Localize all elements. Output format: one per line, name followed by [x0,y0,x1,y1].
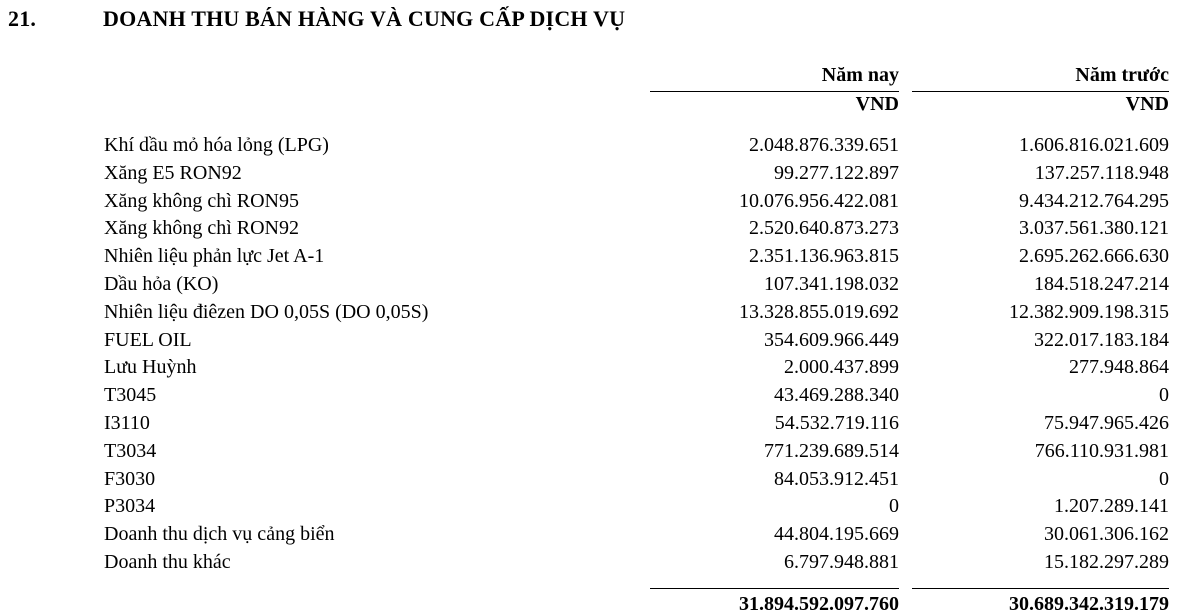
total-rule-current [650,588,899,589]
table-row [0,549,1200,577]
row-value-current: 2.351.136.963.815 [749,245,899,268]
row-value-current: 43.469.288.340 [774,384,899,407]
column-currency-previous: VND [1125,93,1169,115]
row-label: Xăng E5 RON92 [104,161,242,184]
table-row [0,271,1200,299]
table-row [0,188,1200,216]
row-value-current: 2.048.876.339.651 [749,134,899,156]
table-row [0,466,1200,494]
row-value-current: 99.277.122.897 [774,161,899,184]
revenue-table [0,132,1200,577]
row-value-current: 13.328.855.019.692 [739,300,899,323]
row-value-previous: 137.257.118.948 [1034,161,1169,184]
row-value-previous: 1.606.816.021.609 [1019,134,1169,156]
row-value-previous: 9.434.212.764.295 [1019,189,1169,212]
section-title: DOANH THU BÁN HÀNG VÀ CUNG CẤP DỊCH VỤ [103,6,626,31]
table-row [0,327,1200,355]
section-number: 21. [8,6,37,31]
row-value-previous: 30.061.306.162 [1044,523,1169,546]
row-value-previous: 75.947.965.426 [1044,411,1169,434]
row-value-current: 0 [889,495,899,518]
row-label: T3045 [104,384,157,407]
row-value-current: 84.053.912.451 [774,467,899,490]
table-row [0,160,1200,188]
row-value-current: 771.239.689.514 [764,439,899,462]
table-row [0,299,1200,327]
row-label: Lưu Huỳnh [104,356,197,379]
row-label: Nhiên liệu phản lực Jet A-1 [104,245,325,268]
row-value-current: 2.000.437.899 [784,356,899,379]
row-label: T3034 [104,439,157,462]
row-value-previous: 277.948.864 [1069,356,1169,379]
row-value-current: 6.797.948.881 [784,550,899,573]
row-value-current: 2.520.640.873.273 [749,217,899,240]
row-label: I3110 [104,411,150,434]
row-label: Dầu hỏa (KO) [104,272,219,295]
row-label: FUEL OIL [104,328,192,351]
total-previous: 30.689.342.319.179 [1009,593,1169,615]
table-row [0,382,1200,410]
row-label: Xăng không chì RON92 [104,217,299,240]
row-value-current: 44.804.195.669 [774,523,899,546]
total-rule-previous [912,588,1169,589]
row-value-previous: 12.382.909.198.315 [1009,300,1169,323]
row-value-previous: 15.182.297.289 [1044,550,1169,573]
row-value-previous: 0 [1159,384,1169,407]
header-underline-current [650,91,899,92]
column-header-current-period: Năm nay [821,64,899,86]
row-label: P3034 [104,495,156,518]
row-label: Doanh thu dịch vụ cảng biển [104,523,335,546]
row-value-previous: 0 [1159,467,1169,490]
row-label: Doanh thu khác [104,550,231,573]
column-header-previous-period: Năm trước [1075,64,1169,86]
row-label: Khí dầu mỏ hóa lỏng (LPG) [104,134,329,156]
table-row [0,215,1200,243]
row-value-previous: 1.207.289.141 [1054,495,1169,518]
row-value-current: 354.609.966.449 [764,328,899,351]
row-label: F3030 [104,467,156,490]
row-value-previous: 2.695.262.666.630 [1019,245,1169,268]
table-row [0,354,1200,382]
table-row [0,132,1200,160]
row-value-previous: 3.037.561.380.121 [1019,217,1169,240]
table-row [0,521,1200,549]
row-value-current: 107.341.198.032 [764,272,899,295]
table-row [0,410,1200,438]
row-value-previous: 184.518.247.214 [1034,272,1169,295]
row-value-current: 10.076.956.422.081 [739,189,899,212]
table-row [0,438,1200,466]
row-value-current: 54.532.719.116 [774,411,899,434]
table-row [0,243,1200,271]
row-value-previous: 322.017.183.184 [1034,328,1169,351]
row-label: Xăng không chì RON95 [104,189,299,212]
row-label: Nhiên liệu điêzen DO 0,05S (DO 0,05S) [104,300,429,323]
row-value-previous: 766.110.931.981 [1034,439,1169,462]
column-currency-current: VND [855,93,899,115]
header-underline-previous [912,91,1169,92]
table-row [0,493,1200,521]
total-current: 31.894.592.097.760 [739,593,899,615]
